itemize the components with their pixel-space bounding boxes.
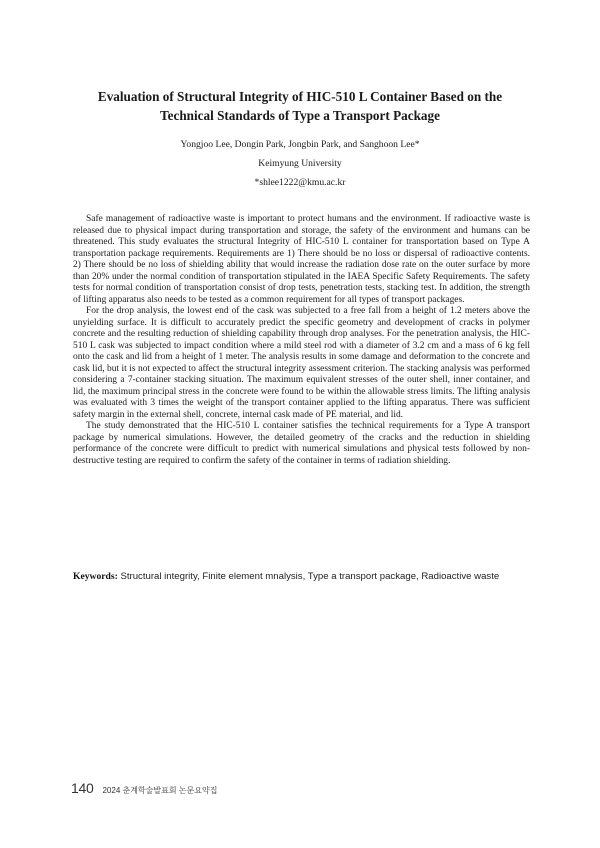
title-line-1: Evaluation of Structural Integrity of HIC-510 L Container Based on the xyxy=(97,89,503,104)
abstract-paragraph-3: The study demonstrated that the HIC-510 L container satisfies the technical requirements for a Type A transport package by numerical simulations. However, the detailed geometry of the cracks and the reduction in shielding performance of the concrete were difficult to predict with numerical simulations and physical tests followed by non-destructive testing are required to confirm the safety of the container in terms of radiation shielding. xyxy=(73,421,530,466)
page-number: 140 xyxy=(71,780,94,796)
abstract-body xyxy=(73,214,530,467)
page-footer xyxy=(71,780,217,796)
title-line-2: Technical Standards of Type a Transport Package xyxy=(160,108,440,123)
keywords-line xyxy=(73,571,530,583)
keywords-label: Keywords: xyxy=(73,571,118,582)
abstract-paragraph-1: Safe management of radioactive waste is important to protect humans and the environment. If radioactive waste is released due to physical impact during transportation and storage, the safety of the environment and humans can be threatened. This study evaluates the structural Integrity of HIC-510 L container for transportation based on Type A transportation package requirements. Requirements are 1) There should be no loss or dispersal of radioactive contents. 2) There should be no loss of shielding ability that would increase the radiation dose rate on the outer surface by more than 20% under the normal condition of transportation stipulated in the IAEA Specific Safety Requirements. The safety tests for normal condition of transportation consist of drop tests, penetration tests, stacking test. In addition, the strength of lifting apparatus also needs to be tested as a common requirement for all types of transport packages. xyxy=(73,214,530,305)
author-list: Yongjoo Lee, Dongin Park, Jongbin Park, and Sanghoon Lee* xyxy=(180,139,420,150)
affiliation: Keimyung University xyxy=(258,158,342,169)
publication-name: 2024 춘계학술발표회 논문요약집 xyxy=(102,786,218,795)
contact-email: *shlee1222@kmu.ac.kr xyxy=(254,177,346,188)
paper-title xyxy=(60,87,540,125)
keywords-list: Structural integrity, Finite element mnalysis, Type a transport package, Radioactive waste xyxy=(120,571,500,582)
abstract-paragraph-2: For the drop analysis, the lowest end of the cask was subjected to a free fall from a height of 1.2 meters above the unyielding surface. It is difficult to accurately predict the specific geometry and development of cracks in polymer concrete and the resulting reduction of shielding capability through drop analyses. For the penetration analysis, the HIC-510 L cask was subjected to impact condition where a mild steel rod with a diameter of 3.2 cm and a mass of 6 kg fell onto the cask and lid from a height of 1 meter. The analysis results in some damage and deformation to the concrete and cask lid, but it is not expected to affect the structural integrity assessment criterion. The stacking analysis was performed considering a 7-container stacking situation. The maximum equivalent stresses of the outer shell, inner container, and lid, the maximum principal stress in the concrete were found to be within the allowable stress limits. The lifting analysis was evaluated with 3 times the weight of the transport container applied to the lifting apparatus. There was sufficient safety margin in the external shell, concrete, internal cask made of PE material, and lid. xyxy=(73,306,530,420)
